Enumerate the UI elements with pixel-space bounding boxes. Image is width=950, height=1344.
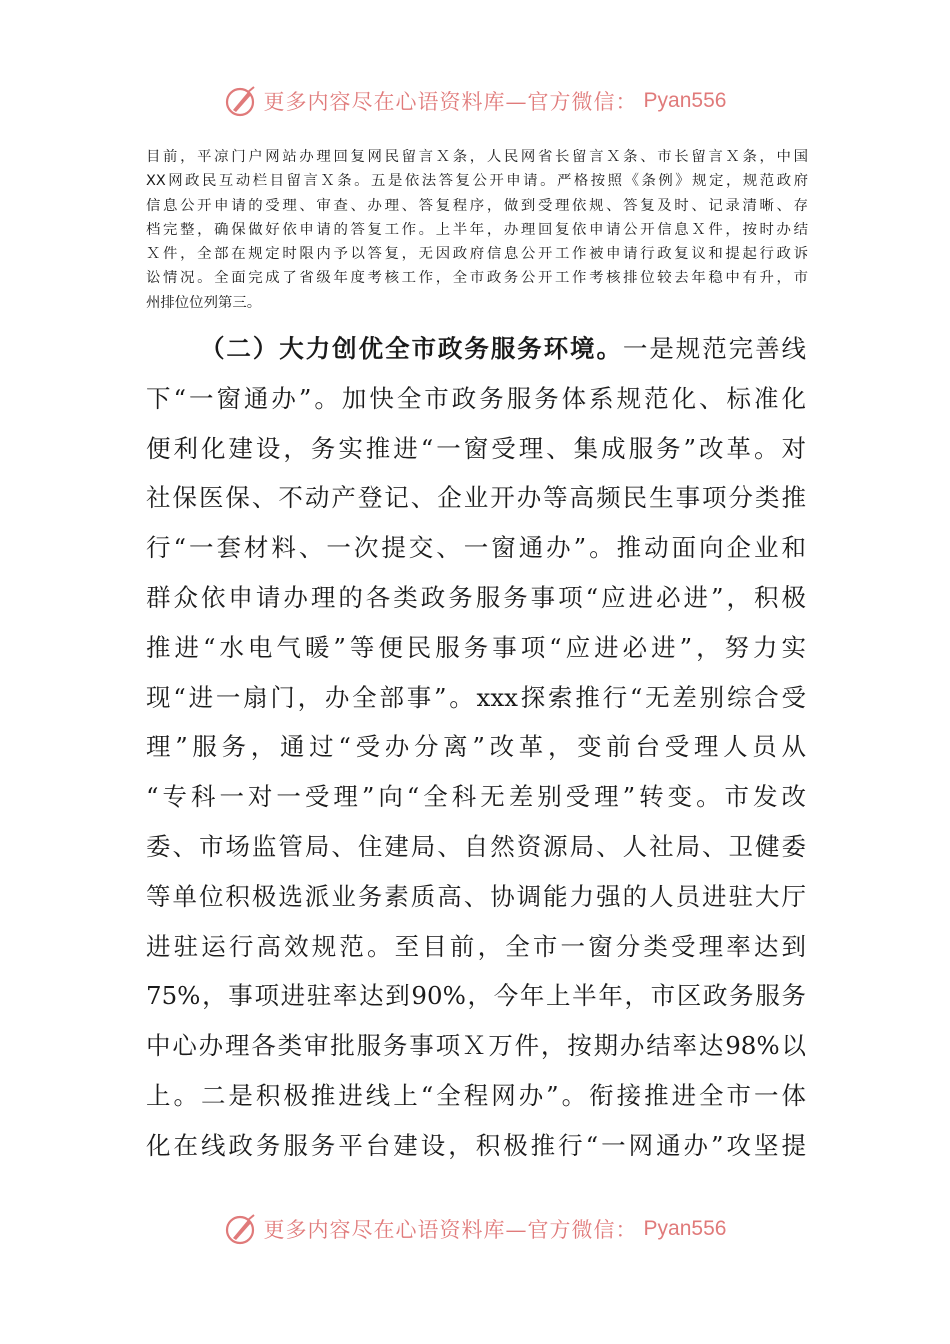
watermark-handle: Pyan556 [643, 1217, 727, 1240]
small-paragraph-line: 信息公开申请的受理、审查、办理、答复程序，做到受理依规、答复及时、记录清晰、存 [146, 197, 808, 214]
main-paragraph-line: 委、市场监管局、住建局、自然资源局、人社局、卫健委 [146, 831, 806, 861]
quill-pen-logo-icon [224, 1212, 258, 1246]
main-paragraph-line: 群众依申请办理的各类政务服务事项“应进必进”，积极 [146, 582, 806, 612]
main-paragraph-line: 下“一窗通办”。加快全市政务服务体系规范化、标准化 [146, 383, 806, 413]
main-paragraph-line: 75%，事项进驻率达到90%，今年上半年，市区政务服务 [146, 981, 806, 1011]
header-watermark [0, 84, 950, 118]
main-paragraph-line: 社保医保、不动产登记、企业开办等高频民生事项分类推 [146, 483, 806, 513]
main-paragraph-line: 中心办理各类审批服务事项Ｘ万件，按期办结率达98%以 [146, 1031, 806, 1061]
main-paragraph-line: 便利化建设，务实推进“一窗受理、集成服务”改革。对 [146, 433, 806, 463]
watermark-handle: Pyan556 [643, 89, 727, 112]
main-paragraph-line: 推进“水电气暖”等便民服务事项“应进必进”，努力实 [146, 632, 806, 662]
small-paragraph-line: 目前，平凉门户网站办理回复网民留言Ｘ条，人民网省长留言Ｘ条、市长留言Ｘ条，中国 [146, 149, 808, 165]
main-paragraph-line: 上。二是积极推进线上“全程网办”。衔接推进全市一体 [146, 1080, 806, 1110]
small-paragraph-line: 档完整，确保做好依申请的答复工作。上半年，办理回复依申请公开信息Ｘ件，按时办结 [146, 221, 808, 238]
main-paragraph-line: 现“进一扇门，办全部事”。xxx探索推行“无差别综合受 [146, 682, 806, 712]
small-paragraph-line: Ｘ件，全部在规定时限内予以答复，无因政府信息公开工作被申请行政复议和提起行政诉 [146, 246, 808, 263]
section-heading: （二）大力创优全市政务服务环境。 [200, 334, 623, 363]
main-paragraph-first-line [146, 324, 806, 374]
watermark-text: 更多内容尽在心语资料库—官方微信： [263, 1218, 638, 1242]
main-paragraph-line: 进驻运行高效规范。至目前，全市一窗分类受理率达到 [146, 931, 806, 961]
first-line-rest: 一是规范完善线 [622, 334, 806, 363]
main-paragraph [146, 324, 806, 1171]
small-paragraph-line: 讼情况。全面完成了省级年度考核工作，全市政务公开工作考核排位较去年稳中有升，市 [146, 270, 808, 287]
small-paragraph [146, 145, 808, 315]
main-paragraph-line: “专科一对一受理”向“全科无差别受理”转变。市发改 [146, 782, 806, 812]
watermark-text: 更多内容尽在心语资料库—官方微信： [263, 90, 638, 114]
main-paragraph-line: 行“一套材料、一次提交、一窗通办”。推动面向企业和 [146, 533, 806, 563]
small-paragraph-line: 州排位位列第三。 [146, 294, 262, 311]
main-paragraph-line: 化在线政务服务平台建设，积极推行“一网通办”攻坚提 [146, 1130, 806, 1160]
footer-watermark [0, 1212, 950, 1246]
quill-pen-logo-icon [224, 84, 258, 118]
main-paragraph-line: 等单位积极选派业务素质高、协调能力强的人员进驻大厅 [146, 881, 806, 911]
small-paragraph-line: XX网政民互动栏目留言Ｘ条。五是依法答复公开申请。严格按照《条例》规定，规范政府 [146, 173, 808, 190]
main-paragraph-line: 理”服务，通过“受办分离”改革，变前台受理人员从 [146, 732, 806, 762]
